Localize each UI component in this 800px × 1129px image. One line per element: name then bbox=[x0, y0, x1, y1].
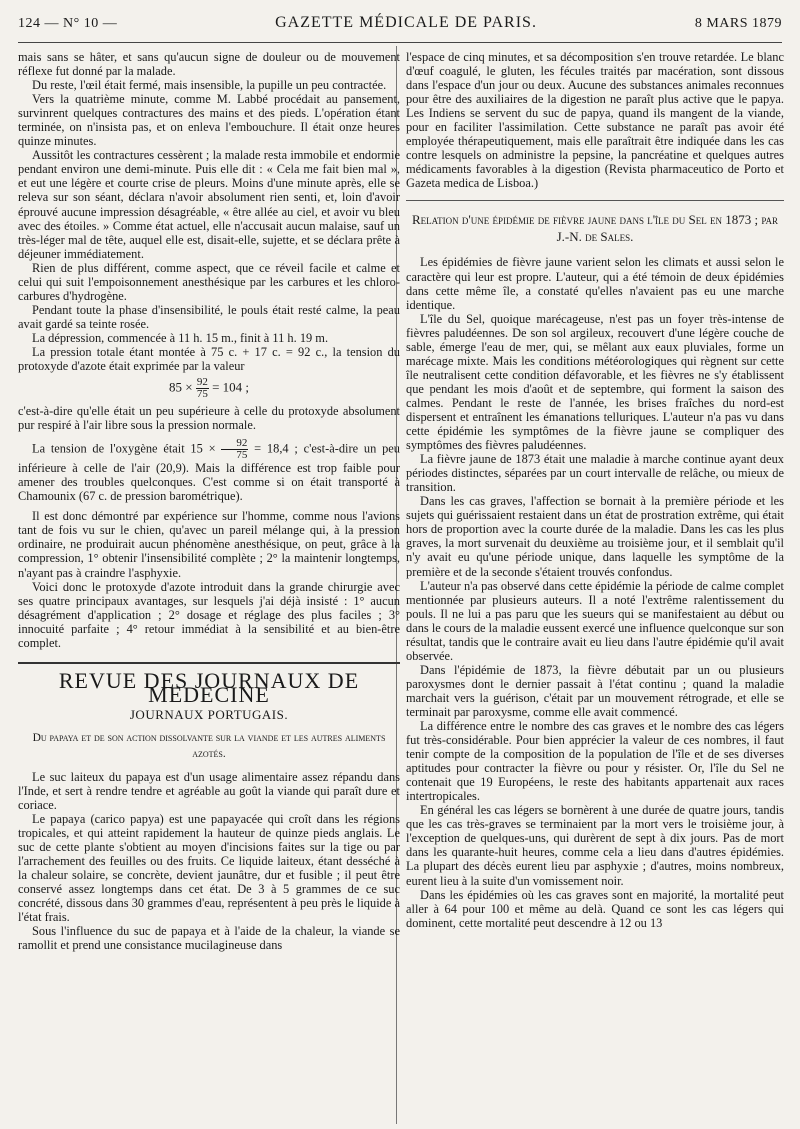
formula-right: = 104 ; bbox=[212, 379, 250, 395]
oxygen-text-start: La tension de l'oxygène était 15 × bbox=[32, 441, 216, 456]
page-number-issue: 124 — N° 10 — bbox=[18, 16, 118, 31]
paragraph: Dans les épidémies où les cas graves sont en majorité, la mortalité peut aller à 64 pour 100 et même au delà. Quand ce sont les cas légers qui dominent, cette mortalité peut descendre à 12 ou 13 bbox=[406, 887, 784, 930]
right-column bbox=[406, 50, 784, 1125]
paragraph: Dans l'épidémie de 1873, la fièvre débutait par un ou plusieurs paroxysmes dont le dernier passait à l'état continu ; quand la maladie marchait vers la guérison, c'était par un mouvement rétrograde, et elle se terminait par paroxysme, comme elle avait commencé. bbox=[406, 662, 784, 719]
paragraph: Rien de plus différent, comme aspect, que ce réveil facile et calme et celui qui suit l'empoisonnement anesthésique par les carbures et les chloro-carbures d'hydrogène. bbox=[18, 260, 400, 303]
paragraph: La différence entre le nombre des cas graves et le nombre des cas légers fut très-considérable. Pour bien apprécier la valeur de ces nombres, il faut tenir compte de la composition de la population de l'île et de ses diverses aptitudes pour contracter la fièvre ou pour y résister. Or, l'île du Sel ne contenait que 19 Européens, le reste des habitants appartenait aux races intertropicales. bbox=[406, 719, 784, 804]
paragraph: Du reste, l'œil était fermé, mais insensible, la pupille un peu contractée. bbox=[32, 78, 387, 93]
page-header bbox=[18, 14, 782, 40]
paragraph: Le suc laiteux du papaya est d'un usage alimentaire assez répandu dans l'Inde, et sert à rendre tendre et agréable au goût la viande qui paraît dure et coriace. bbox=[18, 769, 400, 813]
fraction bbox=[196, 377, 209, 400]
paragraph: l'espace de cinq minutes, et sa décomposition s'en trouve retardée. Le blanc d'œuf coagulé, le gluten, les fécules traités par macération, sont dissous dans l'espace d'un jour ou deux. Aucune des substances animales reconnues pour être des auxiliaires de la digestion ne paraît plus active que le papya. Les Indiens se servent du suc de papya, quand ils mangent de la viande, pour en faciliter l'assimilation. Cette substance ne paraît pas avoir été employée thérapeutiquement, mais elle paraîtrait être indiquée dans les cas contre lesquels on administre la pepsine, la pancréatine et quelques autres médicaments favorables à la digestion (Revista pharmaceutico de Porto et Gazeta medica de Lisboa.) bbox=[406, 50, 784, 191]
article-rule bbox=[406, 200, 784, 201]
paragraph: Le papaya (carico papya) est une papayacée qui croît dans les régions tropicales, et qui atteint rapidement la hauteur de quinze pieds anglais. Le suc de cette plante s'obtient au moyen d'incisions faites sur la tige ou par l'arrachement des feuilles ou des fruits. Ce liquide laiteux, étant desséché à la chaleur solaire, se concrète, devient jaunâtre, dur et fusible ; il peut être conservé assez longtemps dans cet état. De 3 à 5 grammes de ce suc concrété, dissous dans 30 grammes d'eau, représentent à peu près le liquide à l'état frais. bbox=[18, 812, 400, 925]
article-heading: Du papaya et de son action dissolvante sur la viande et les autres aliments azotés. bbox=[32, 731, 386, 760]
paragraph: Les épidémies de fièvre jaune varient selon les climats et aussi selon le caractère qui leur est propre. L'auteur, qui a été témoin de deux épidémies dans cette même île, a constaté qu'elles n'avaient pas eu une marche identique. bbox=[406, 255, 784, 312]
section-title: REVUE DES JOURNAUX DE MEDECINE bbox=[58, 667, 360, 707]
paragraph: c'est-à-dire qu'elle était un peu supérieure à celle du protoxyde absolument pur respiré à l'air libre sous la pression normale. bbox=[18, 404, 400, 433]
paragraph-oxygen-tension bbox=[18, 438, 400, 503]
paragraph: Dans les cas graves, l'affection se bornait à la première période et les sujets qui guérissaient restaient dans un état de prostration extrême, qui était hors de proportion avec la courte durée de la maladie. Dans les cas les plus graves, la mort survenait du deuxième au troisième jour, et il semblait qu'il n'y avait eu qu'une période unique, dans laquelle les symptôme de la première et de la seconde s'étaient trouvés confondus. bbox=[406, 494, 784, 579]
paragraph: En général les cas légers se bornèrent à une durée de quatre jours, tandis que les cas très-graves se terminaient par la mort vers le troisième jour, à l'exception de quelques-uns, qui durèrent de sept à dix jours. Pas de mort dans les quarante-huit heures, comme cela a lieu dans d'autres épidémies. La plupart des décès eurent lieu par asphyxie ; d'autres, moins nombreux, eurent lieu à la suite d'un vomissement noir. bbox=[406, 803, 784, 888]
paragraph: L'île du Sel, quoique marécageuse, n'est pas un foyer très-intense de fièvres paludéennes. De son sol argileux, recouvert d'une légère couche de sable, émerge l'eau de mer, qui, se mêlant aux eaux pluviales, forme un marécage mixte. Mais les conditions météorologiques qui règnent sur cette île neutralisent cette condition défavorable, et les fièvres ne s'y établissent que pendant les mois d'août et de septembre, qui forment la saison des calmes. Pendant le reste de l'année, les brises fraîches du nord-est dispersent et entraînent les émanations telluriques. L'auteur n'a pas vu dans cette épidémie les symptômes de la fièvre jaune se compliquer des symptômes des fièvres paludéennes. bbox=[406, 311, 784, 453]
fraction bbox=[221, 438, 248, 461]
paragraph: L'auteur n'a pas observé dans cette épidémie la période de calme complet mentionnée par plusieurs auteurs. Il a noté l'extrême ralentissement du pouls. Il ne lui a pas paru que les sueurs qui se manifestaient au début ou dans le cours de la maladie eussent exercé une influence quelconque sur son résultat, tandis que le contraire avait eu lieu dans l'autre épidémie qu'il avait observée. bbox=[406, 578, 784, 663]
formula-tension-protoxyde bbox=[18, 377, 400, 400]
paragraph: Vers la quatrième minute, comme M. Labbé procédait au pansement, survinrent quelques contractures des mains et des pieds. L'opération étant terminée, on n'insista pas, et on enleva l'embouchure. Il était onze heures quinze minutes. bbox=[18, 92, 400, 149]
paragraph: La pression totale étant montée à 75 c. + 17 c. = 92 c., la tension du protoxyde d'azote était exprimée par la valeur bbox=[18, 344, 400, 374]
left-column bbox=[18, 50, 400, 1125]
oxygen-text-end: = 18,4 ; c'est-à-dire un peu inférieure à celle de l'air (20,9). Mais la différence est trop faible pour amener des troubles quelconques. C'est comme si on était transporté à Chamounix (67 c. de pression barométrique). bbox=[18, 441, 400, 504]
paragraph: Aussitôt les contractures cessèrent ; la malade resta immobile et endormie pendant environ une demi-minute. Puis elle dit : « Cela me fait bien mal », et eut une légère et courte crise de pleurs. Moins d'une minute après, elle se releva sur son séant, déclara n'avoir absolument rien senti, et, loin d'avoir éprouvé aucune impression désagréable, « être allée au ciel, et avoir vu bleu avec des étoiles. » Comme état actuel, elle n'accusait aucun malaise, sauf un très-léger mal de tête, auquel elle est, disait-elle, sujette, et se déclara prête à déjeuner immédiatement. bbox=[18, 148, 400, 261]
formula-left: 85 × bbox=[168, 379, 193, 395]
fraction-numerator: 92 bbox=[196, 376, 208, 389]
fraction-denominator: 75 bbox=[196, 388, 208, 401]
paragraph: mais sans se hâter, et sans qu'aucun signe de douleur ou de mouvement réflexe fut donné par la malade. bbox=[18, 50, 400, 79]
paragraph: Il est donc démontré par expérience sur l'homme, comme nous l'avions tant de fois vu sur le chien, qu'avec un pareil mélange qui, à la pression ordinaire, ne produirait aucun phénomène anesthésique, on peut, grâce à la compression, 1° obtenir l'insensibilité complète ; 2° la maintenir longtemps, n'ayant pas à craindre l'asphyxie. bbox=[18, 509, 400, 580]
issue-date: 8 MARS 1879 bbox=[694, 16, 782, 31]
section-subtitle: JOURNAUX PORTUGAIS. bbox=[129, 706, 289, 722]
paragraph: Sous l'influence du suc de papaya et à l'aide de la chaleur, la viande se ramollit et prend une consistance mucilagineuse dans bbox=[18, 924, 400, 953]
fraction-denominator: 75 bbox=[236, 449, 248, 462]
header-rule bbox=[18, 42, 782, 43]
paragraph: Voici donc le protoxyde d'azote introduit dans la grande chirurgie avec ses quatre principaux avantages, sur lesquels j'ai déjà insisté : 1° aucun désagrément d'application ; 2° dosage et réglage des plus faciles ; 3° innocuité parfaite ; 4° retour immédiat à la sensibilité et au bien-être complet. bbox=[18, 579, 400, 650]
section-rule bbox=[18, 662, 400, 664]
article-heading: Relation d'une épidémie de fièvre jaune dans l'île du Sel en 1873 ; par J.-N. de Sales. bbox=[411, 212, 779, 245]
paragraph: Pendant toute la phase d'insensibilité, le pouls était resté calme, la peau avait gardé sa teinte rosée. bbox=[18, 302, 400, 331]
paragraph: La fièvre jaune de 1873 était une maladie à marche continue ayant deux périodes distinctes, séparées par un court intervalle de relâche, ou mieux de transition. bbox=[406, 452, 784, 495]
journal-title: GAZETTE MÉDICALE DE PARIS. bbox=[275, 14, 537, 31]
paragraph: La dépression, commencée à 11 h. 15 m., finit à 11 h. 19 m. bbox=[32, 330, 329, 345]
fraction-numerator: 92 bbox=[221, 438, 248, 450]
